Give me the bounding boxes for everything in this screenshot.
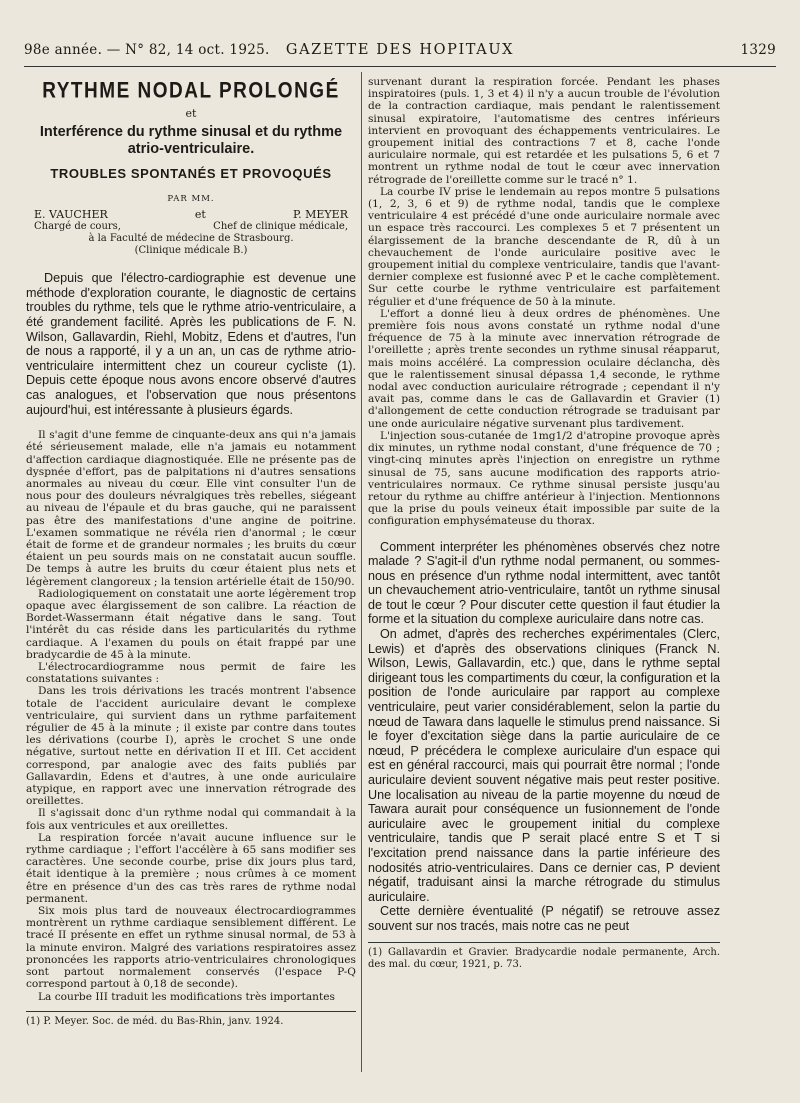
body-paragraph: Il s'agissait donc d'un rythme nodal qui commandait à la fois aux ventricules et aux oreillettes. <box>26 807 356 832</box>
body-paragraph: La respiration forcée n'avait aucune influence sur le rythme cardiaque ; l'effort l'accélère à 65 sans modifier ses caractères. Une seconde courbe, prise dix jours plus tard, était identique à la première ; nous crûmes à ce moment être en présence d'un des cas très rares de rythme nodal permanent. <box>26 831 356 905</box>
body-paragraph: survenant durant la respiration forcée. Pendant les phases inspiratoires (puls. 1, 3 et 4) il n'y a aucun trouble de l'évolution de la contraction cardiaque, mais pendant le ralentissement sinusal expiratoire, l'automatisme des centres inférieurs intervient en provoquant des échappements ventriculaires. Le groupement initial des contractions 7 et 8, cache l'onde auriculaire normale, qui est retardée et les pulsations 5, 6 et 7 montrent un rythme nodal de tout le cœur avec innervation rétrograde de l'oreillette comme sur le tracé n° 1. <box>368 76 720 186</box>
author-vaucher: E. VAUCHER <box>34 207 108 221</box>
role-meyer: Chef de clinique médicale, <box>213 221 348 233</box>
discussion-paragraph: Cette dernière éventualité (P négatif) se retrouve assez souvent sur nos tracés, mais notre cas ne peut <box>368 904 720 933</box>
body-paragraph: L'injection sous-cutanée de 1mg1/2 d'atropine provoque après dix minutes, un rythme nodal constant, d'une fréquence de 70 ; vingt-cinq minutes après l'injection on enregistre un rythme sinusal de 75, sans aucune modification des rapports atrio-ventriculaires normaux. Ce rythme sinusal persiste jusqu'au retour du rythme au chiffre antérieur à l'injection. Mentionnons que la prise du pouls veineux était impossible par suite de la configuration emphysémateuse du thorax. <box>368 429 720 528</box>
header-rule <box>24 66 776 67</box>
article-subtitle: Interférence du rythme sinusal et du rythme atrio-ventriculaire. <box>39 124 343 158</box>
footnote-left: (1) P. Meyer. Soc. de méd. du Bas-Rhin, janv. 1924. <box>26 1015 284 1027</box>
footnote-rule <box>368 942 720 943</box>
par-mm: PAR MM. <box>167 193 215 204</box>
discussion-section <box>368 540 720 934</box>
page-header <box>24 42 776 64</box>
footnote-right: (1) Gallavardin et Gravier. Bradycardie nodale permanente, Arch. des mal. du cœur, 1921, p. 73. <box>368 946 720 970</box>
role-vaucher: Chargé de cours, <box>34 221 121 233</box>
footnote-rule <box>26 1011 356 1012</box>
body-paragraph: Il s'agit d'une femme de cinquante-deux ans qui n'a jamais été sérieusement malade, elle n'a jamais eu notamment d'affection cardiaque diagnostiquée. Elle ne présente pas de dyspnée d'effort, pas de palpitations ni d'autres sensations anormales au niveau du cœur. Elle vint consulter l'un de nous pour des douleurs névralgiques très rebelles, siégeant au niveau de l'épaule et du bras gauche, qui ne paraissent pas être des manifestations d'une angine de poitrine. L'examen sommatique ne révéla rien d'anormal ; le cœur était de forme et de grandeur normales ; les bruits du cœur étaient un peu sourds mais on ne constatait aucun souffle. De temps à autre les bruits du cœur étaient plus nets et légèrement clangoreux ; la tension artérielle était de 150/90. <box>26 429 356 588</box>
left-column <box>26 76 356 1066</box>
body-paragraph: Dans les trois dérivations les tracés montrent l'absence totale de l'accident auriculaire devant le complexe ventriculaire, qui survient dans un rythme parfaitement régulier de 45 à la minute ; il existe par contre dans toutes les dérivations (courbe I), après le crochet S une onde négative, surtout nette en dérivation II et III. Cet accident correspond, par analogie avec des faits publiés par Gallavardin, Edens et d'autres, à une onde auriculaire atypique, en rapport avec une innervation rétrograde des oreillettes. <box>26 685 356 808</box>
authors-line <box>26 209 356 221</box>
discussion-paragraph: On admet, d'après des recherches expérimentales (Clerc, Lewis) et d'après des observations cliniques (Franck N. Wilson, Lewis, Gallavardin, etc.) que, dans le rythme septal dirigeant tous les compartiments du cœur, la configuration et la position de l'onde auriculaire par rapport au complexe ventriculaire, peut varier considérablement, selon la partie du nœud de Tawara dans laquelle le stimulus prend naissance. Si le foyer d'excitation siège dans la partie auriculaire de ce nœud, P précédera le complexe auriculaire d'un espace qui est en général raccourci, mais qui pourrait être normal ; l'onde auriculaire devient souvent négative mais peut rester positive. Une localisation au niveau de la partie moyenne du nœud de Tawara aurait pour conséquence un fusionnement de l'onde auriculaire avec le groupement initial du complexe ventriculaire, tandis que P serait placé entre S et T si l'excitation prend naissance dans la partie inférieure des nodosités atrio-ventriculaires. Dans ce dernier cas, P devient négatif, traduisant ainsi la marche rétrograde du stimulus auriculaire. <box>368 627 720 904</box>
body-paragraph: L'électrocardiogramme nous permit de faire les constatations suivantes : <box>26 661 356 686</box>
affiliation: à la Faculté de médecine de Strasbourg. <box>88 233 294 245</box>
title-et: et <box>185 107 197 121</box>
issue-line: 98e année. — N° 82, 14 oct. 1925. <box>24 42 270 58</box>
body-paragraph: Six mois plus tard de nouveaux électrocardiogrammes montrèrent un rythme cardiaque sensiblement différent. Le tracé II présente en effet un rythme sinusal normal, de 53 à la minute environ. Malgré des variations respiratoires assez prononcées les rapports atrio-ventriculaires chronologiques sont partout normalement conservés (l'espace P-Q correspond partout à 0,18 de seconde). <box>26 905 356 991</box>
body-paragraph: L'effort a donné lieu à deux ordres de phénomènes. Une première fois nous avons constaté un rythme nodal d'une fréquence de 75 à la minute avec innervation rétrograde de l'oreillette ; après trente secondes un rythme sinusal réapparut, mais moins accéléré. La compression oculaire déclancha, dès que le ralentissement sinusal dépassa 1,4 seconde, le rythme nodal avec conduction auriculaire rétrograde ; cependant il n'y avait pas, comme dans le cas de Gallavardin et Gravier (1) d'allongement de cette conduction rétrograde se traduisant par une onde auriculaire négative survenant plus tardivement. <box>368 307 720 430</box>
author-et: et <box>194 207 206 221</box>
affiliation-clinic: (Clinique médicale B.) <box>134 245 248 257</box>
body-paragraph: Radiologiquement on constatait une aorte légèrement trop opaque avec élargissement de son calibre. La réaction de Bordet-Wassermann était négative dans le sang. Tout l'intérêt du cas réside dans les particularités du rythme cardiaque. A l'examen du pouls on était frappé par une bradycardie de 45 à la minute. <box>26 587 356 661</box>
journal-name: GAZETTE DES HOPITAUX <box>285 42 515 58</box>
lead-paragraph: Depuis que l'électro-cardiographie est devenue une méthode d'exploration courante, le diagnostic de certains troubles du rythme, tels que le rythme atrio-ventriculaire, a été grandement facilité. Après les publications de F. N. Wilson, Gallavardin, Riehl, Mobitz, Edens et d'autres, l'un de nous a rapporté, il y a un an, un cas de rythme atrio-ventriculaire intermittent chez un coureur cycliste (1). Depuis cette époque nous avons encore observé d'autres cas analogues, et l'observation que nous présentons aujourd'hui, est intéressante à plusieurs égards. <box>26 271 356 417</box>
section-heading: TROUBLES SPONTANÉS ET PROVOQUÉS <box>50 166 332 182</box>
body-paragraph: La courbe IV prise le lendemain au repos montre 5 pulsations (1, 2, 3, 6 et 9) de rythme nodal, tandis que le complexe ventriculaire 4 est précédé d'une onde auriculaire normale avec un espace très raccourci. Les complexes 5 et 7 présentent un élargissement de la branche descendante de R, dû à un chevauchement de l'onde auriculaire positive avec le groupement initial du complexe ventriculaire, tandis que l'avant-dernier complexe est fusionné avec P et le cache complètement. Sur cette courbe le rythme ventriculaire est parfaitement régulier et d'une fréquence de 50 à la minute. <box>368 185 720 308</box>
page-number: 1329 <box>740 42 776 58</box>
roles-line <box>26 221 356 233</box>
author-meyer: P. MEYER <box>292 207 348 221</box>
body-paragraph: La courbe III traduit les modifications très importantes <box>38 990 335 1003</box>
discussion-paragraph: Comment interpréter les phénomènes observés chez notre malade ? S'agit-il d'un rythme nodal permanent, ou sommes-nous en présence d'un rythme nodal intermittent, avec tantôt un chevauchement atrio-ventriculaire, tantôt un rythme sinusal de tout le cœur ? Pour discuter cette question il faut étudier la forme et la situation du complexe auriculaire dans notre cas. <box>368 539 720 627</box>
article-title: RYTHME NODAL PROLONGÉ <box>42 79 340 104</box>
column-rule <box>361 72 362 1072</box>
right-column <box>368 76 720 1086</box>
